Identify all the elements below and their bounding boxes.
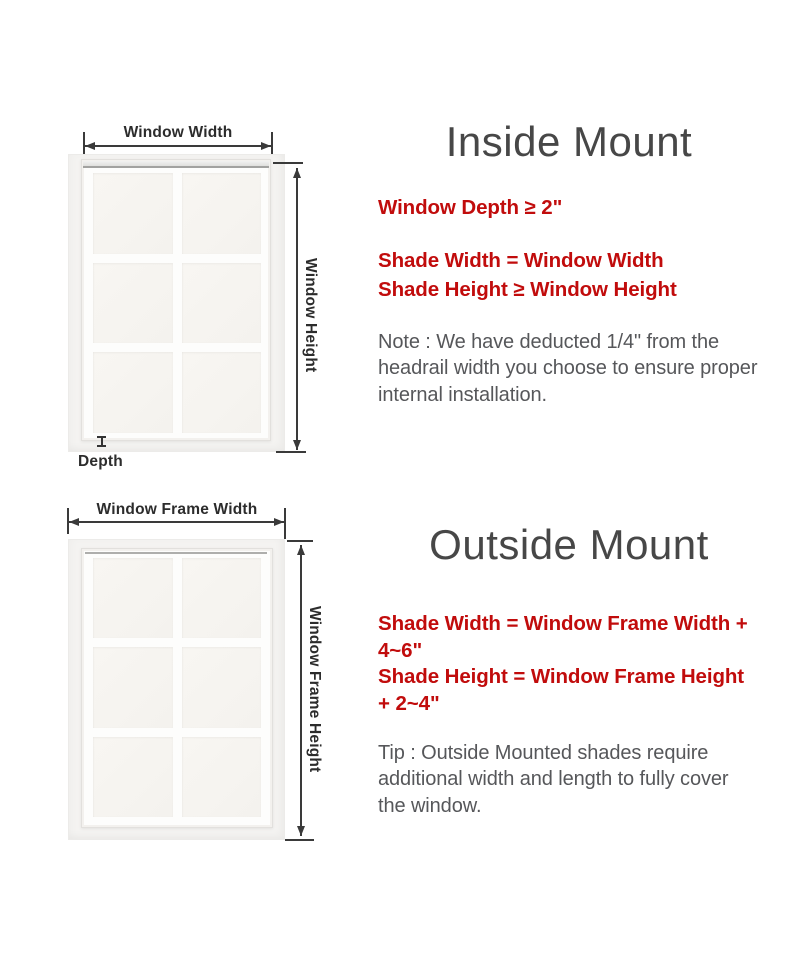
inside-width-rule: Shade Width = Window Width bbox=[378, 249, 664, 272]
inside-window-frame bbox=[81, 159, 271, 441]
inside-height-arrow bbox=[296, 168, 298, 450]
glass-pane bbox=[182, 263, 262, 344]
outside-window-width-label: Window Frame Width bbox=[96, 501, 258, 518]
glass-pane bbox=[182, 352, 262, 433]
glass-pane bbox=[93, 737, 173, 817]
inside-window-height-label: Window Height bbox=[302, 258, 319, 373]
dim-tick bbox=[284, 508, 286, 539]
outside-window-glass bbox=[93, 558, 261, 817]
outside-width-arrow bbox=[69, 521, 284, 523]
shade-headrail bbox=[83, 161, 269, 168]
frame-top-shadow bbox=[85, 552, 267, 554]
inside-depth-rule: Window Depth ≥ 2" bbox=[378, 196, 563, 219]
outside-window-frame bbox=[81, 548, 273, 828]
glass-pane bbox=[93, 173, 173, 254]
outside-width-rule: Shade Width = Window Frame Width + 4~6" bbox=[378, 612, 748, 662]
depth-marker-icon bbox=[97, 436, 106, 447]
outside-height-arrow bbox=[300, 545, 302, 836]
glass-pane bbox=[93, 647, 173, 727]
dim-tick bbox=[273, 162, 303, 164]
glass-pane bbox=[93, 263, 173, 344]
inside-width-arrow bbox=[85, 145, 271, 147]
outside-window-casing bbox=[68, 539, 285, 840]
glass-pane bbox=[182, 173, 262, 254]
inside-mount-title: Inside Mount bbox=[445, 118, 693, 165]
glass-pane bbox=[182, 558, 262, 638]
inside-window-casing bbox=[68, 154, 285, 452]
dim-tick bbox=[287, 540, 313, 542]
glass-pane bbox=[182, 647, 262, 727]
outside-mount-tip: Tip : Outside Mounted shades require additional width and length to fully cover the window. bbox=[378, 742, 729, 817]
outside-height-rule: Shade Height = Window Frame Height + 2~4" bbox=[378, 665, 745, 715]
dim-tick bbox=[285, 839, 314, 841]
outside-window-height-label: Window Frame Height bbox=[306, 606, 323, 773]
glass-pane bbox=[93, 352, 173, 433]
inside-depth-label: Depth bbox=[78, 453, 123, 470]
glass-pane bbox=[93, 558, 173, 638]
inside-mount-note: Note : We have deducted 1/4" from the headrail width you choose to ensure proper internal installation. bbox=[378, 331, 758, 406]
outside-mount-title: Outside Mount bbox=[429, 521, 709, 568]
inside-window-width-label: Window Width bbox=[123, 124, 233, 141]
inside-window-glass bbox=[93, 173, 261, 433]
dim-tick bbox=[276, 451, 306, 453]
inside-height-rule: Shade Height ≥ Window Height bbox=[378, 278, 677, 301]
glass-pane bbox=[182, 737, 262, 817]
